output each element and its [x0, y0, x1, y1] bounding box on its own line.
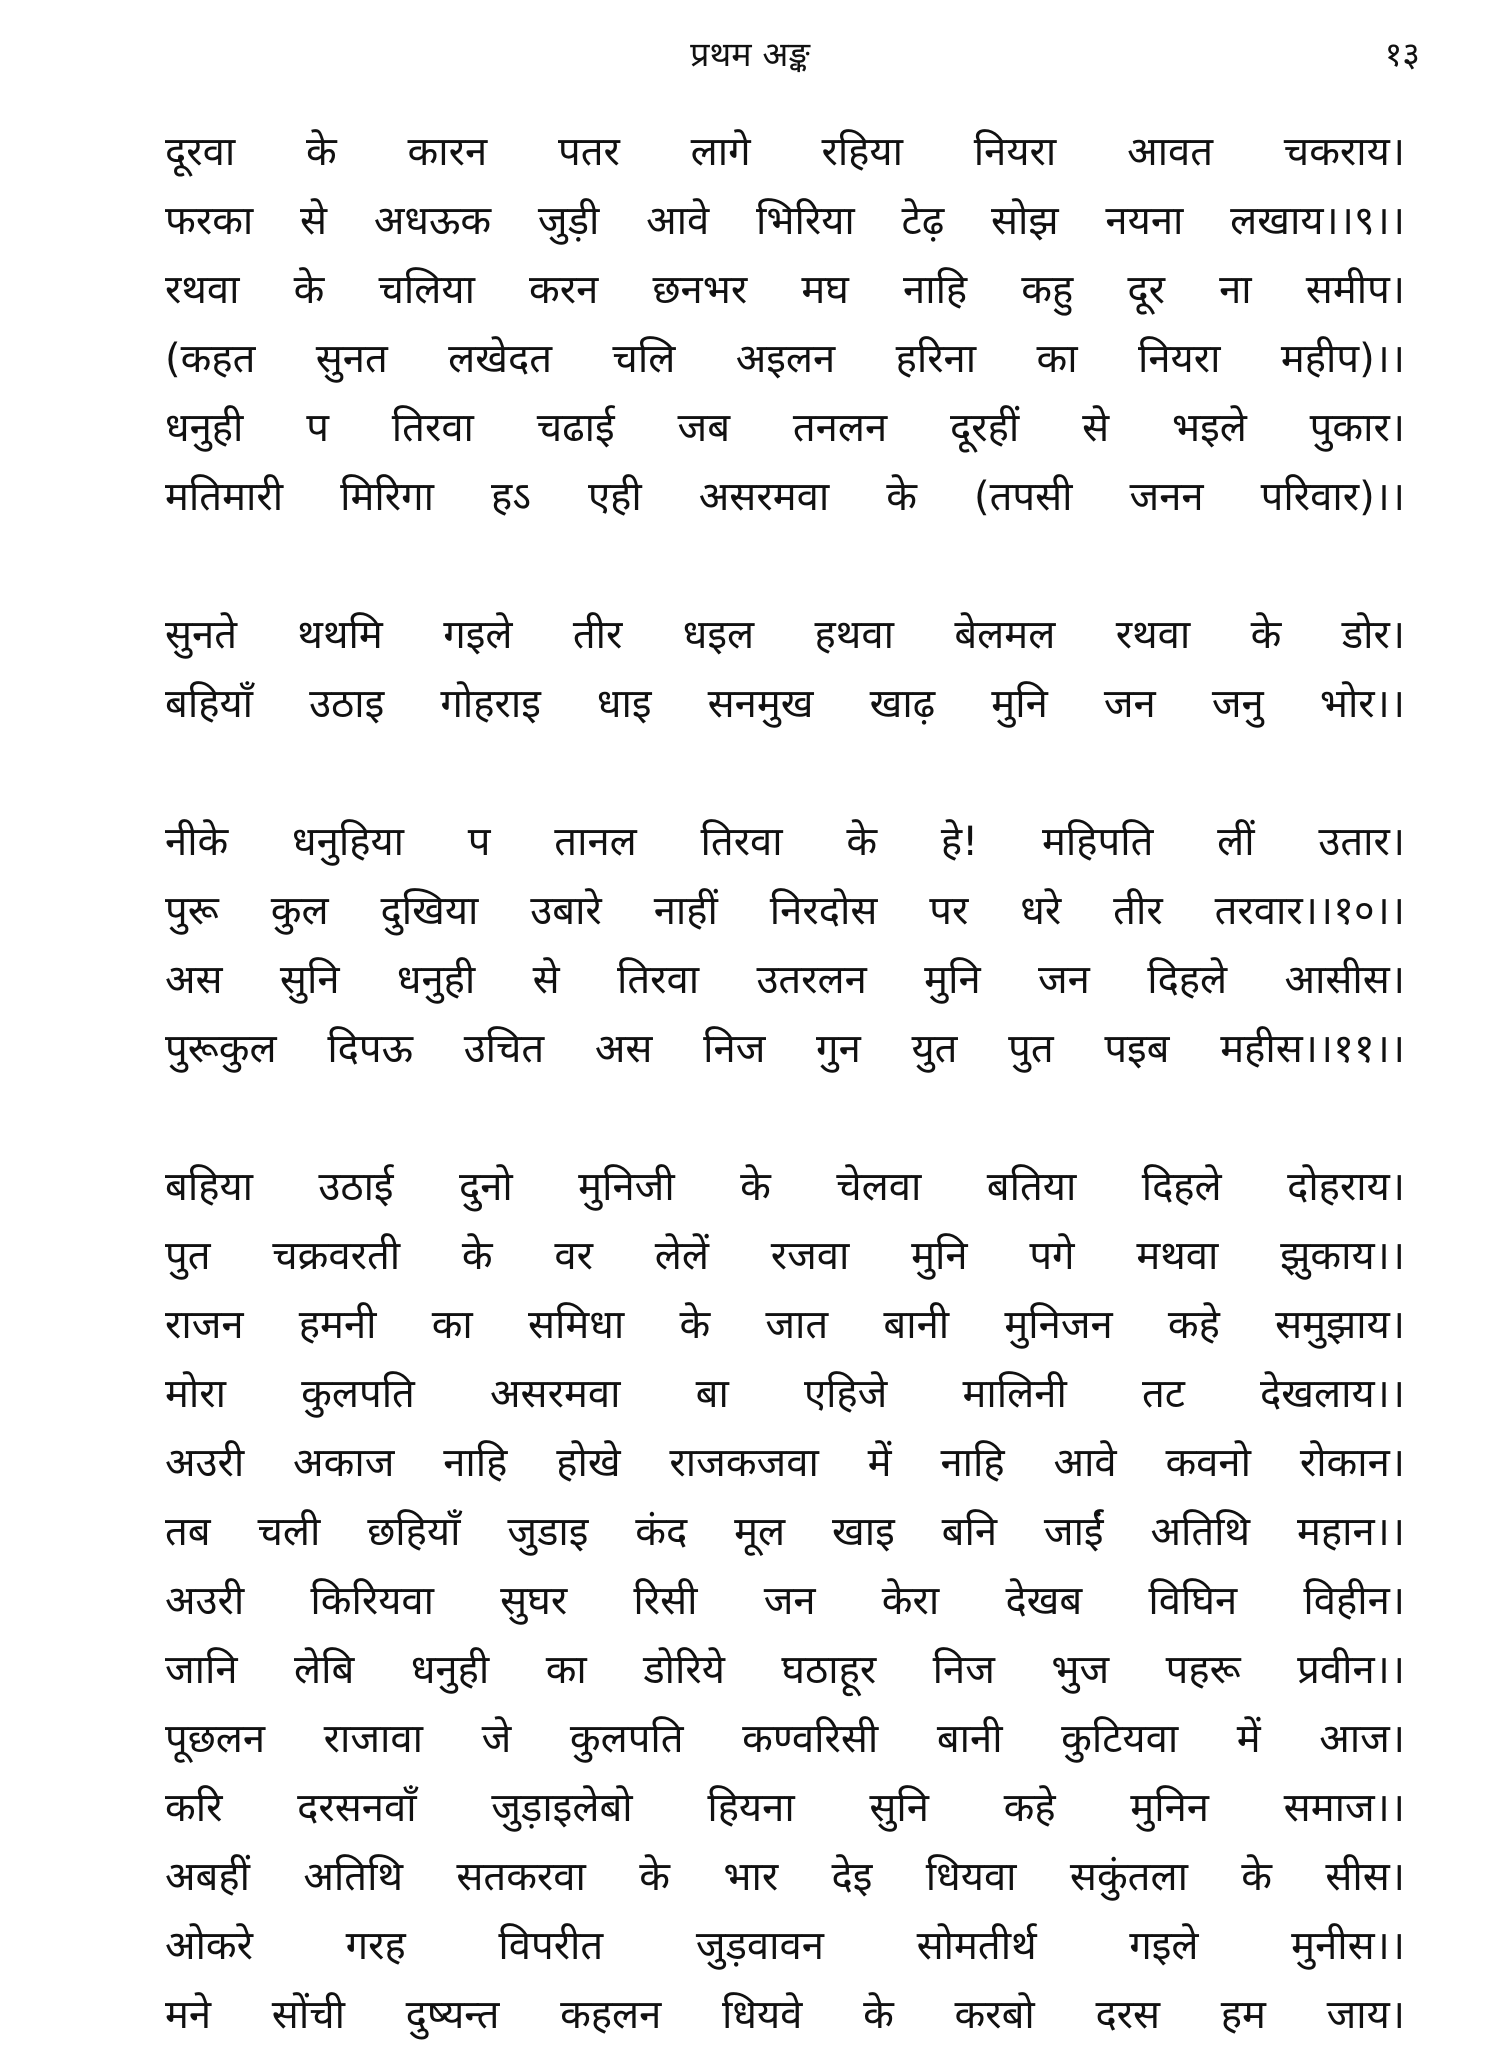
verse-body: [165, 118, 1405, 2050]
verse-line: पुरूकुल दिपऊ उचित अस निज गुन युत पुत पइब महीस।।११।।: [165, 1026, 1405, 1072]
page-number: १३: [1384, 35, 1420, 75]
verse-line: नीके धनुहिया प तानल तिरवा के हे! महिपति लीं उतार।: [165, 819, 1405, 865]
verse-line: जानि लेबि धनुही का डोरिये घठाहूर निज भुज पहरू प्रवीन।।: [165, 1647, 1405, 1693]
stanza: [165, 1153, 1405, 2050]
verse-line: ओकरे गरह विपरीत जुड़वावन सोमतीर्थ गइले मुनीस।।: [165, 1923, 1405, 1969]
verse-line: सुनते थथमि गइले तीर धइल हथवा बेलमल रथवा के डोर।: [165, 612, 1405, 658]
verse-line: मतिमारी मिरिगा हऽ एही असरमवा के (तपसी जनन परिवार)।।: [165, 474, 1405, 520]
stanza: [165, 601, 1405, 739]
verse-line: रथवा के चलिया करन छनभर मघ नाहि कहु दूर ना समीप।: [165, 267, 1405, 313]
page-header: [0, 0, 1500, 110]
verse-line: पूछलन राजावा जे कुलपति कण्वरिसी बानी कुटियवा में आज।: [165, 1716, 1405, 1762]
verse-line: धनुही प तिरवा चढाई जब तनलन दूरहीं से भइले पुकार।: [165, 405, 1405, 451]
stanza: [165, 808, 1405, 1084]
verse-line: फरका से अधऊक जुड़ी आवे भिरिया टेढ़ सोझ नयना लखाय।।९।।: [165, 198, 1405, 244]
verse-line: पुत चक्रवरती के वर लेलें रजवा मुनि पगे मथवा झुकाय।।: [165, 1233, 1405, 1279]
verse-line: दूरवा के कारन पतर लागे रहिया नियरा आवत चकराय।: [165, 129, 1405, 175]
verse-line: अबहीं अतिथि सतकरवा के भार देइ धियवा सकुंतला के सीस।: [165, 1854, 1405, 1900]
stanza: [165, 118, 1405, 532]
running-title: प्रथम अङ्क: [690, 35, 810, 75]
verse-line: बहियाँ उठाइ गोहराइ धाइ सनमुख खाढ़ मुनि जन जनु भोर।।: [165, 681, 1405, 727]
verse-line: अउरी अकाज नाहि होखे राजकजवा में नाहि आवे कवनो रोकान।: [165, 1440, 1405, 1486]
verse-line: मोरा कुलपति असरमवा बा एहिजे मालिनी तट देखलाय।।: [165, 1371, 1405, 1417]
verse-line: करि दरसनवाँ जुड़ाइलेबो हियना सुनि कहे मुनिन समाज।।: [165, 1785, 1405, 1831]
verse-line: मने सोंची दुष्यन्त कहलन धियवे के करबो दरस हम जाय।: [165, 1992, 1405, 2038]
verse-line: बहिया उठाई दुनो मुनिजी के चेलवा बतिया दिहले दोहराय।: [165, 1164, 1405, 1210]
verse-line: (कहत सुनत लखेदत चलि अइलन हरिना का नियरा महीप)।।: [165, 336, 1405, 382]
verse-line: तब चली छहियाँ जुडाइ कंद मूल खाइ बनि जाईं अतिथि महान।।: [165, 1509, 1405, 1555]
verse-line: अस सुनि धनुही से तिरवा उतरलन मुनि जन दिहले आसीस।: [165, 957, 1405, 1003]
verse-line: पुरू कुल दुखिया उबारे नाहीं निरदोस पर धरे तीर तरवार।।१०।।: [165, 888, 1405, 934]
verse-line: राजन हमनी का समिधा के जात बानी मुनिजन कहे समुझाय।: [165, 1302, 1405, 1348]
verse-line: अउरी किरियवा सुघर रिसी जन केरा देखब विघिन विहीन।: [165, 1578, 1405, 1624]
